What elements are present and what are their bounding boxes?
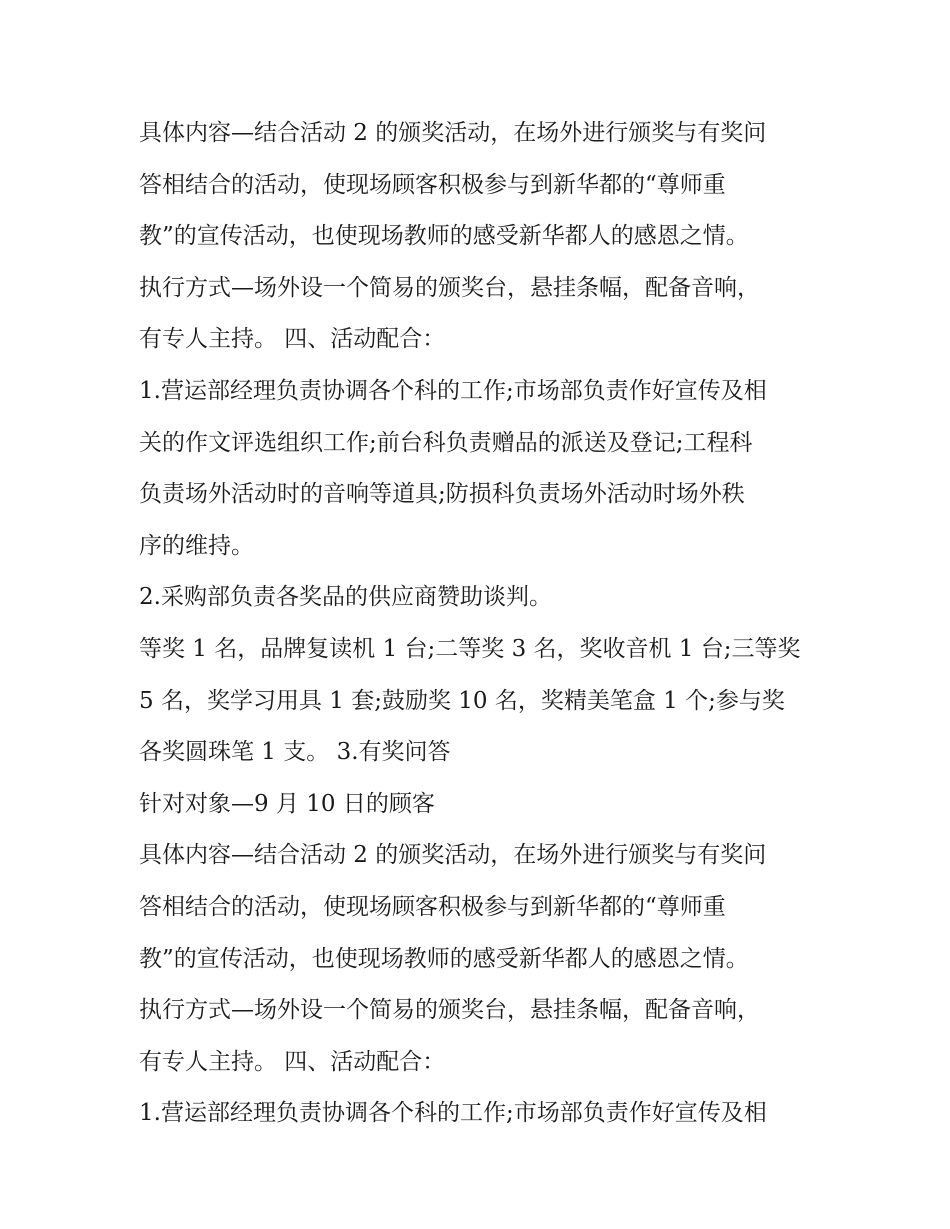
- text-line: 答相结合的活动，使现场顾客积极参与到新华都的“尊师重: [139, 171, 726, 198]
- text-line: 具体内容—结合活动 2 的颁奖活动，在场外进行颁奖与有奖问: [139, 842, 767, 869]
- text-line: 针对对象—9 月 10 日的顾客: [139, 790, 435, 817]
- text-line: 具体内容—结合活动 2 的颁奖活动，在场外进行颁奖与有奖问: [139, 120, 767, 146]
- text-line: 有专人主持。 四、活动配合：: [139, 326, 446, 353]
- text-line: 关的作文评选组织工作;前台科负责赠品的派送及登记;工程科: [139, 429, 753, 456]
- text-line: 各奖圆珠笔 1 支。 3.有奖问答: [139, 739, 451, 766]
- text-line: 答相结合的活动，使现场顾客积极参与到新华都的“尊师重: [139, 893, 726, 920]
- text-line: 执行方式—场外设一个简易的颁奖台，悬挂条幅，配备音响，: [139, 997, 760, 1024]
- text-line: 2.采购部负责各奖品的供应商赞助谈判。: [139, 584, 552, 611]
- text-line: 有专人主持。 四、活动配合：: [139, 1048, 446, 1075]
- text-line: 负责场外活动时的音响等道具;防损科负责场外活动时场外秩: [139, 481, 745, 508]
- text-line: 1.营运部经理负责协调各个科的工作;市场部负责作好宣传及相: [139, 1100, 767, 1127]
- text-line: 等奖 1 名，品牌复读机 1 台;二等奖 3 名，奖收音机 1 台;三等奖: [139, 635, 801, 662]
- text-line: 教”的宣传活动，也使现场教师的感受新华都人的感恩之情。: [139, 945, 749, 972]
- text-line: 教”的宣传活动，也使现场教师的感受新华都人的感恩之情。: [139, 223, 749, 250]
- text-line: 5 名，奖学习用具 1 套;鼓励奖 10 名，奖精美笔盒 1 个;参与奖: [139, 687, 785, 714]
- text-line: 序的维持。: [139, 532, 254, 559]
- text-line: 1.营运部经理负责协调各个科的工作;市场部负责作好宣传及相: [139, 377, 767, 404]
- document-body: [139, 108, 819, 1140]
- text-line: 执行方式—场外设一个简易的颁奖台，悬挂条幅，配备音响，: [139, 274, 760, 301]
